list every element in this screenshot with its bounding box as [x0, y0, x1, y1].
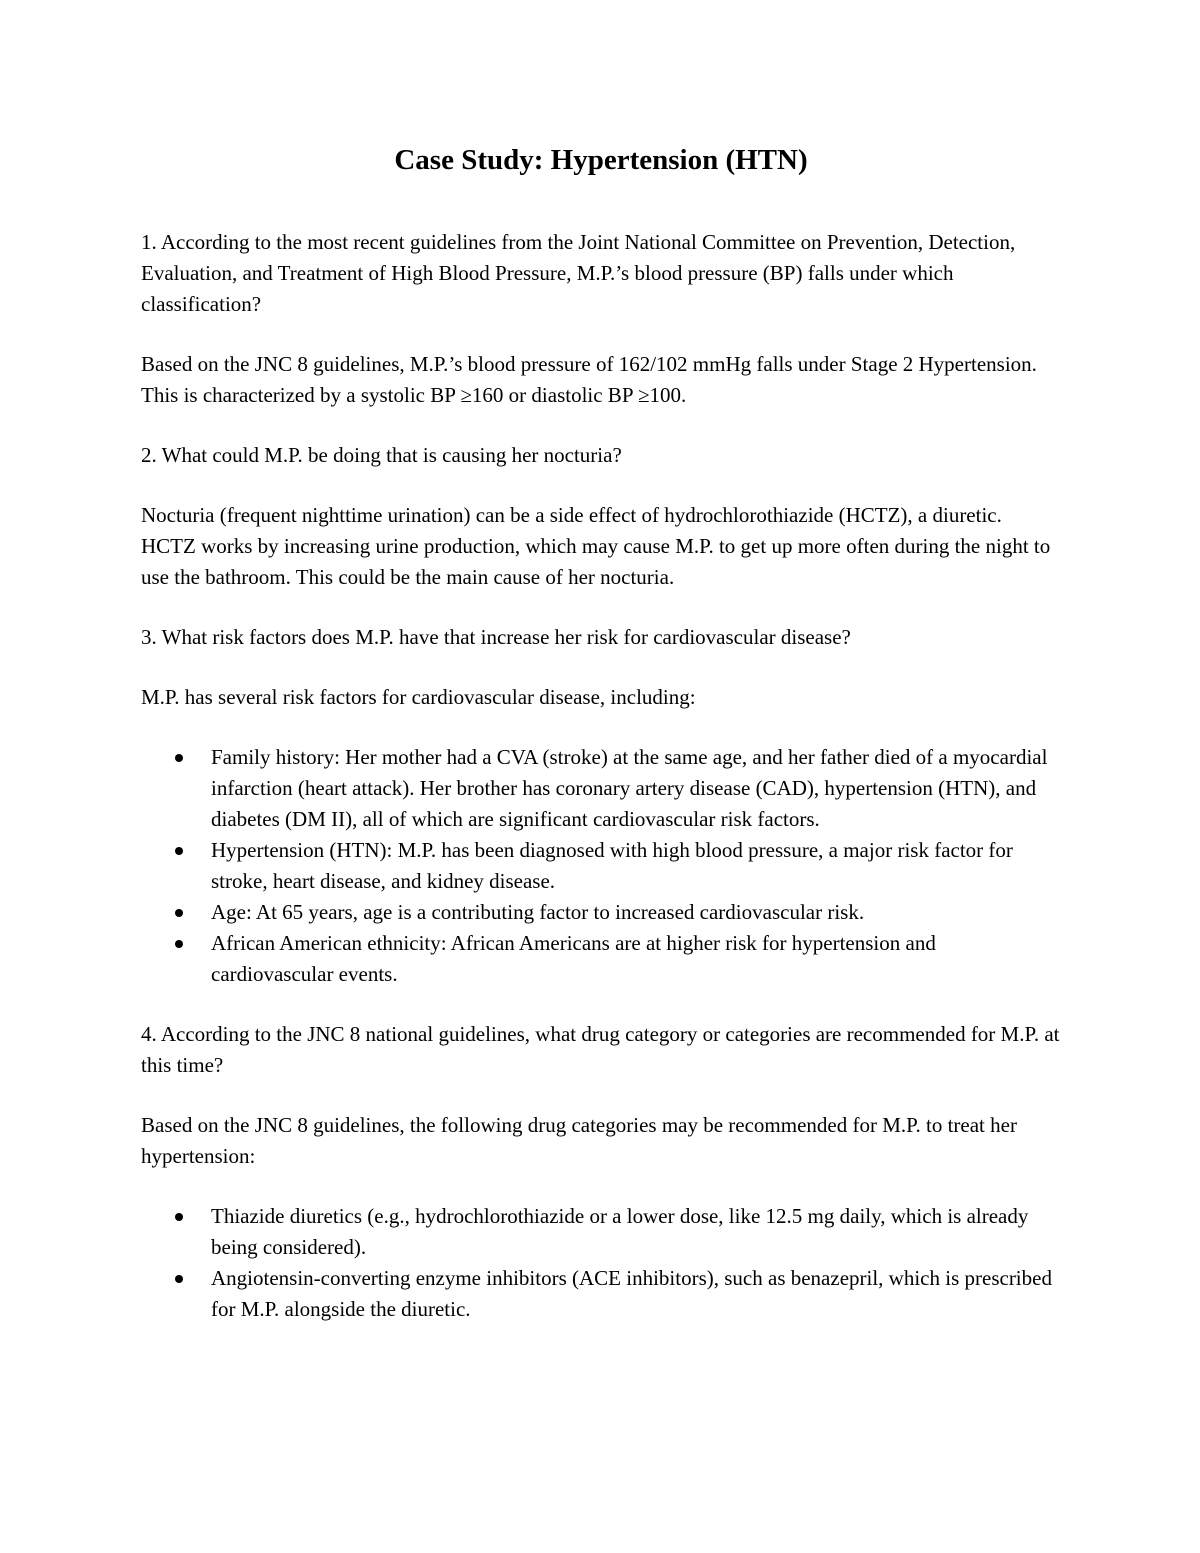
bullet-icon [175, 847, 183, 855]
question-2: 2. What could M.P. be doing that is causing her nocturia? [141, 443, 622, 467]
drug-category-list [141, 1201, 1061, 1325]
question-1: 1. According to the most recent guidelines from the Joint National Committee on Prevention, Detection, Evaluation, and Treatment of High Blood Pressure, M.P.’s blood pressure (BP) falls under which classification? [141, 230, 1016, 316]
list-item [141, 928, 1061, 990]
list-item-text: Angiotensin-converting enzyme inhibitors (ACE inhibitors), such as benazepril, which is prescribed for M.P. alongside the diuretic. [211, 1266, 1052, 1321]
list-item-text: Family history: Her mother had a CVA (stroke) at the same age, and her father died of a myocardial infarction (heart attack). Her brother has coronary artery disease (CAD), hypertension (HTN), and diabetes (DM II), all of which are significant cardiovascular risk factors. [211, 745, 1048, 831]
page-title: Case Study: Hypertension (HTN) [394, 144, 808, 176]
question-4: 4. According to the JNC 8 national guidelines, what drug category or categories are recommended for M.P. at this time? [141, 1022, 1060, 1077]
list-item [141, 1263, 1061, 1325]
bullet-icon [175, 909, 183, 917]
answer-1: Based on the JNC 8 guidelines, M.P.’s blood pressure of 162/102 mmHg falls under Stage 2 Hypertension. This is characterized by a systolic BP ≥160 or diastolic BP ≥100. [141, 352, 1037, 407]
list-item [141, 1201, 1061, 1263]
list-item-text: Hypertension (HTN): M.P. has been diagnosed with high blood pressure, a major risk factor for stroke, heart disease, and kidney disease. [211, 838, 1013, 893]
bullet-icon [175, 1275, 183, 1283]
list-item [141, 742, 1061, 835]
document-body [141, 140, 1061, 1354]
answer-4-intro: Based on the JNC 8 guidelines, the following drug categories may be recommended for M.P. to treat her hypertension: [141, 1113, 1017, 1168]
list-item-text: Thiazide diuretics (e.g., hydrochlorothiazide or a lower dose, like 12.5 mg daily, which is already being considered). [211, 1204, 1029, 1259]
question-3: 3. What risk factors does M.P. have that increase her risk for cardiovascular disease? [141, 625, 851, 649]
list-item-text: African American ethnicity: African Americans are at higher risk for hypertension and cardiovascular events. [211, 931, 936, 986]
list-item [141, 897, 1061, 928]
list-item [141, 835, 1061, 897]
risk-factor-list [141, 742, 1061, 990]
answer-2: Nocturia (frequent nighttime urination) can be a side effect of hydrochlorothiazide (HCTZ), a diuretic. HCTZ works by increasing urine production, which may cause M.P. to get up more often during the night to use the bathroom. This could be the main cause of her nocturia. [141, 503, 1051, 589]
answer-3-intro: M.P. has several risk factors for cardiovascular disease, including: [141, 685, 696, 709]
bullet-icon [175, 940, 183, 948]
bullet-icon [175, 754, 183, 762]
list-item-text: Age: At 65 years, age is a contributing factor to increased cardiovascular risk. [211, 900, 865, 924]
bullet-icon [175, 1213, 183, 1221]
